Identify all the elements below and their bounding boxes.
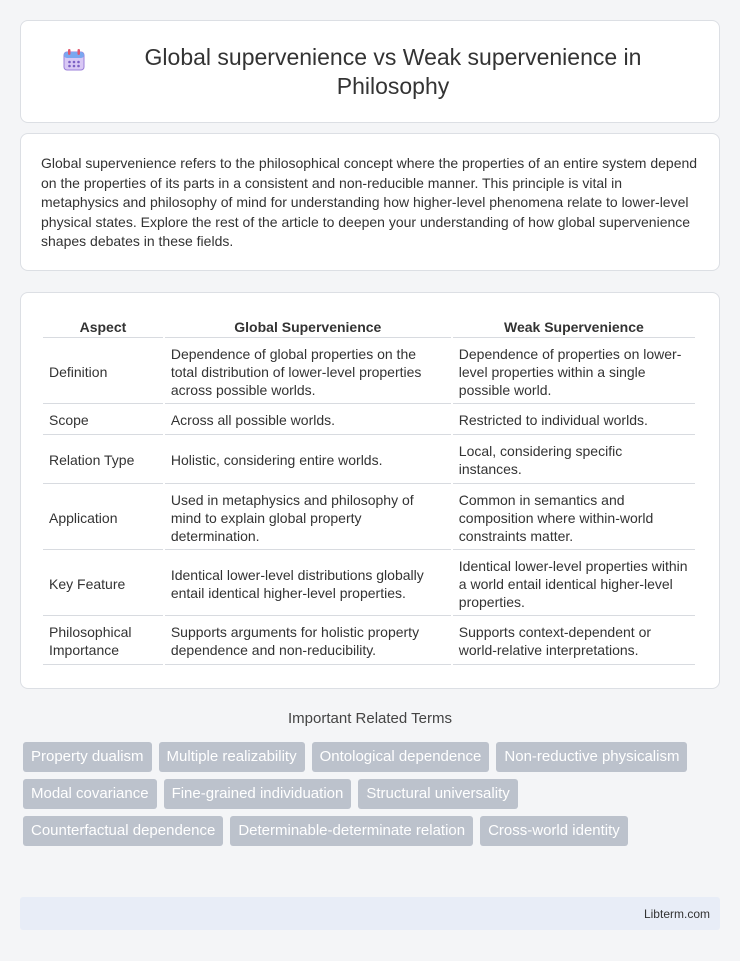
intro-paragraph: Global supervenience refers to the philosophical concept where the properties of an entire system depend on the properties of its parts in a consistent and non-reducible manner. This principle is vital in metaphysics and philosophy of mind for understanding how higher-level phenomena relate to lower-level physical states. Explore the rest of the article to deepen your understanding of how global supervenience shapes debates in these fields.	[41, 155, 698, 249]
term-tag[interactable]: Counterfactual dependence	[23, 816, 223, 846]
calendar-icon	[61, 47, 87, 73]
related-terms-list	[23, 742, 723, 853]
row-aspect: Definition	[43, 340, 163, 404]
row-weak: Local, considering specific instances.	[453, 437, 695, 484]
intro-card	[20, 133, 720, 271]
row-weak: Restricted to individual worlds.	[453, 406, 695, 435]
row-aspect: Key Feature	[43, 552, 163, 616]
row-global: Across all possible worlds.	[165, 406, 451, 435]
row-weak: Dependence of properties on lower-level properties within a single possible world.	[453, 340, 695, 404]
header-global: Global Supervenience	[165, 315, 451, 338]
term-tag[interactable]: Structural universality	[358, 779, 517, 809]
row-weak: Common in semantics and composition where within-world constraints matter.	[453, 486, 695, 550]
row-global: Identical lower-level distributions globally entail identical higher-level properties.	[165, 552, 451, 616]
title-card	[20, 20, 720, 123]
table-row	[43, 437, 695, 484]
row-aspect: Philosophical Importance	[43, 618, 163, 665]
term-tag[interactable]: Fine-grained individuation	[164, 779, 352, 809]
term-tag[interactable]: Determinable-determinate relation	[230, 816, 473, 846]
term-tag[interactable]: Modal covariance	[23, 779, 157, 809]
table-row	[43, 552, 695, 616]
term-tag[interactable]: Multiple realizability	[159, 742, 305, 772]
table-row	[43, 618, 695, 665]
related-terms-heading: Important Related Terms	[288, 710, 452, 727]
header-aspect: Aspect	[43, 315, 163, 338]
header-weak: Weak Supervenience	[453, 315, 695, 338]
page-title: Global supervenience vs Weak supervenience in Philosophy	[144, 43, 642, 99]
table-row	[43, 486, 695, 550]
title-wrap	[61, 43, 679, 101]
table-row	[43, 340, 695, 404]
footer	[20, 897, 720, 930]
row-weak: Identical lower-level properties within a world entail identical higher-level properties.	[453, 552, 695, 616]
row-global: Dependence of global properties on the total distribution of lower-level properties across possible worlds.	[165, 340, 451, 404]
term-tag[interactable]: Property dualism	[23, 742, 152, 772]
row-global: Supports arguments for holistic property dependence and non-reducibility.	[165, 618, 451, 665]
row-aspect: Application	[43, 486, 163, 550]
comparison-table	[41, 313, 697, 667]
row-aspect: Relation Type	[43, 437, 163, 484]
footer-site-link[interactable]: Libterm.com	[643, 906, 710, 921]
row-aspect: Scope	[43, 406, 163, 435]
row-global: Holistic, considering entire worlds.	[165, 437, 451, 484]
term-tag[interactable]: Non-reductive physicalism	[496, 742, 687, 772]
comparison-card	[20, 292, 720, 689]
term-tag[interactable]: Ontological dependence	[312, 742, 490, 772]
row-weak: Supports context-dependent or world-relative interpretations.	[453, 618, 695, 665]
table-header-row	[43, 315, 695, 338]
term-tag[interactable]: Cross-world identity	[480, 816, 628, 846]
table-row	[43, 406, 695, 435]
row-global: Used in metaphysics and philosophy of mind to explain global property determination.	[165, 486, 451, 550]
